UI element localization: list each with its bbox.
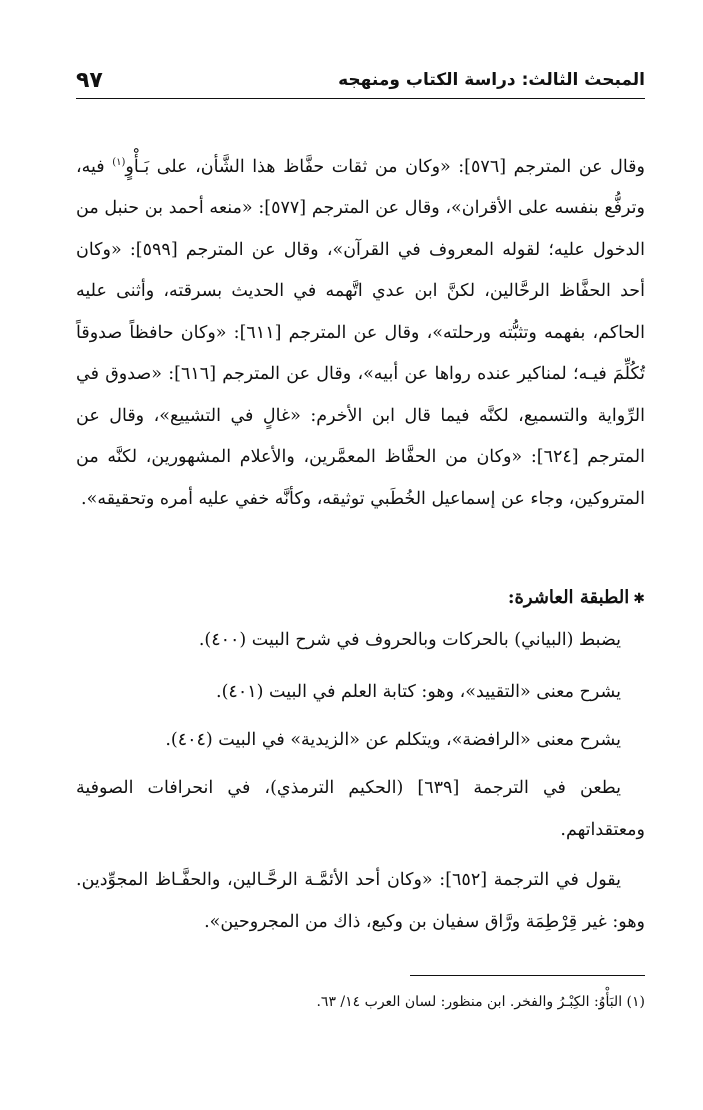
star-bullet-icon: ✱ (633, 591, 645, 607)
footnote: (١) البَأْوُ: الكِبْـرُ والفخر. ابن منظور: لسان العرب ١٤/ ٦٣. (316, 994, 645, 1010)
list-item: يضبط (البياني) بالحركات وبالحروف في شرح البيت (٤٠٠). (198, 630, 621, 650)
page-number: ٩٧ (76, 67, 103, 93)
list-item: يشرح معنى «التقييد»، وهو: كتابة العلم في البيت (٤٠١). (216, 682, 621, 702)
header-title: المبحث الثالث: دراسة الكتاب ومنهجه (338, 70, 645, 90)
section-heading-text: الطبقة العاشرة: (507, 587, 630, 608)
list-item: يقول في الترجمة [٦٥٢]: «وكان أحد الأئمَّـة الرحَّـالين، والحفَّـاظ المجوِّدين. وهو: غير قِرْطِمَة ورَّاق سفيان بن وكيع، ذاك من المجروحين». (76, 870, 645, 932)
footnote-divider (410, 975, 645, 976)
main-paragraph (76, 142, 645, 520)
paragraph-text-start: وقال عن المترجم [٥٧٦]: «وكان من ثقات حفَّاظ هذا الشَّأن، على بَـأْوٍ (125, 156, 645, 177)
list-item: يشرح معنى «الرافضة»، ويتكلم عن «الزيدية» في البيت (٤٠٤). (165, 730, 621, 750)
running-header (76, 62, 645, 99)
footnote-reference[interactable]: (١) (112, 157, 126, 168)
list-item: يطعن في الترجمة [٦٣٩] (الحكيم الترمذي)، في انحرافات الصوفية ومعتقداتهم. (76, 778, 645, 840)
section-heading (76, 578, 645, 619)
paragraph-text-rest: فيه، وترفُّع بنفسه على الأقران»، وقال عن المترجم [٥٧٧]: «منعه أحمد بن حنبل من الدخول عليه؛ لقوله المعروف في القرآن»، وقال عن المترجم [٥٩٩]: «وكان أحد الحفَّاظ الرحَّالين، لكنَّ ابن عدي اتَّهمه في الحديث بسرقته، وأثنى عليه الحاكم، بفهمه وتثبُّته ورحلته»، وقال عن المترجم [٦١١]: «وكان حافظاً صدوقاً تُكُلِّمَ فيـه؛ لمناكير عنده رواها عن أبيه»، وقال عن المترجم [٦١٦]: «صدوق في الرِّواية والتسميع، لكنَّه فيما قال ابن الأخرم: «غالٍ في التشييع»، وقال عن المترجم [٦٢٤]: «وكان من الحفَّاظ المعمَّرين، والأعلام المشهورين، لكنَّه من المتروكين، وجاء عن إسماعيل الخُطَبي توثيقه، وكأنَّه خفي عليه أمره وتحقيقه». (76, 156, 646, 509)
